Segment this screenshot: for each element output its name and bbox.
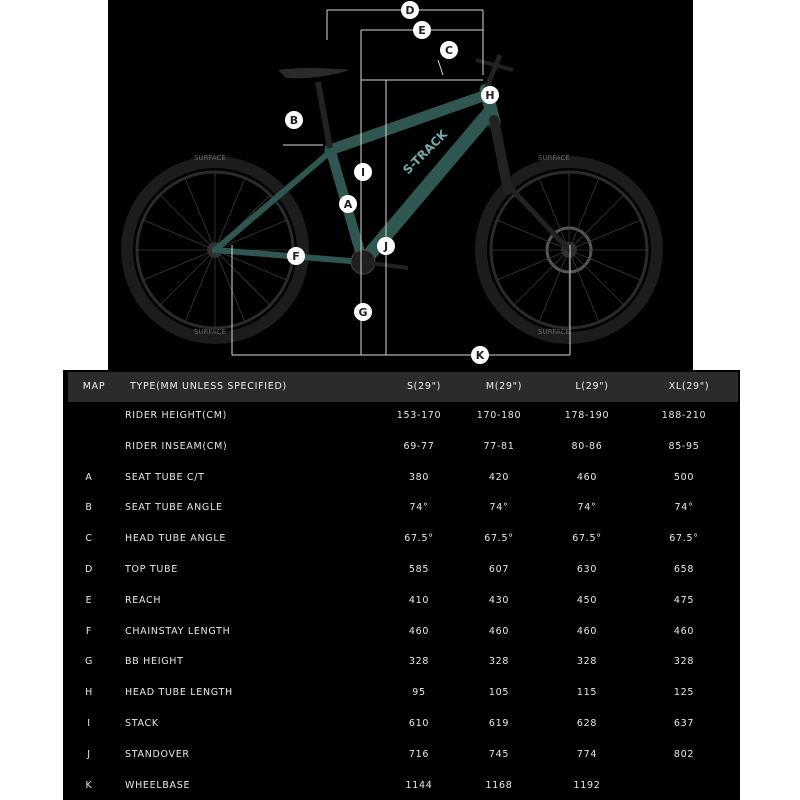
table-cell-type: REACH <box>125 594 162 606</box>
label-badge-i <box>354 163 372 181</box>
header-size-s: S(29") <box>406 381 442 392</box>
table-cell-m: 420 <box>488 471 510 483</box>
geometry-table <box>63 370 740 800</box>
svg-text:A: A <box>343 198 353 211</box>
table-cell-map: A <box>85 471 93 483</box>
label-badge-f <box>287 247 305 265</box>
header-size-l: L(29") <box>575 381 609 392</box>
table-cell-type: TOP TUBE <box>125 564 178 575</box>
table-cell-l: 630 <box>576 564 598 575</box>
header-map: MAP <box>82 381 106 392</box>
table-cell-xl: 125 <box>673 687 695 699</box>
table-cell-xl: 74° <box>674 502 694 514</box>
svg-text:D: D <box>405 4 415 17</box>
table-cell-s: 67.5° <box>404 533 434 545</box>
label-badge-g <box>354 303 372 321</box>
table-cell-type: BB HEIGHT <box>125 656 184 668</box>
stem <box>486 55 500 90</box>
tire-brand-text: SURFACE <box>194 154 226 162</box>
table-cell-m: 77-81 <box>483 440 515 452</box>
frame-brand-text: S-TRACK <box>400 127 451 178</box>
table-cell-l: 178-190 <box>564 410 610 421</box>
table-cell-type: CHAINSTAY LENGTH <box>125 625 231 637</box>
table-cell-s: 69-77 <box>403 440 435 452</box>
table-cell-map: F <box>85 625 93 637</box>
table-cell-map: B <box>85 502 93 514</box>
table-cell-map: E <box>85 594 93 606</box>
table-cell-l: 1192 <box>573 779 601 791</box>
svg-text:F: F <box>292 250 300 263</box>
table-cell-xl: 67.5° <box>669 533 699 545</box>
table-cell-s: 380 <box>408 471 430 483</box>
table-cell-xl: 328 <box>673 656 695 668</box>
table-cell-m: 170-180 <box>476 410 522 421</box>
table-cell-m: 607 <box>488 564 510 575</box>
table-cell-map: I <box>87 718 91 729</box>
table-cell-m: 430 <box>488 594 510 606</box>
table-cell-m: 67.5° <box>484 533 514 545</box>
table-cell-map: G <box>84 656 94 668</box>
table-cell-s: 410 <box>408 594 430 606</box>
table-cell-l: 328 <box>576 656 598 668</box>
tire-brand-text: SURFACE <box>194 328 226 336</box>
label-badge-a <box>339 195 357 213</box>
label-badge-k <box>471 346 489 364</box>
table-cell-xl: 500 <box>673 471 695 483</box>
table-cell-m: 745 <box>488 748 510 760</box>
table-cell-m: 74° <box>489 502 509 514</box>
table-cell-type: WHEELBASE <box>125 779 191 791</box>
svg-text:B: B <box>289 114 299 127</box>
table-cell-type: STACK <box>125 718 159 729</box>
header-size-m: M(29") <box>485 381 523 392</box>
table-cell-m: 328 <box>488 656 510 668</box>
table-cell-type: RIDER HEIGHT(CM) <box>125 410 228 421</box>
table-cell-map: J <box>87 748 91 760</box>
table-cell-type: SEAT TUBE C/T <box>125 471 205 483</box>
table-cell-l: 80-86 <box>571 440 603 452</box>
table-cell-s: 716 <box>408 748 430 760</box>
table-header <box>68 372 738 402</box>
table-cell-xl: 802 <box>673 748 695 760</box>
table-cell-xl: 460 <box>673 625 695 637</box>
table-cell-l: 628 <box>576 718 598 729</box>
table-cell-s: 460 <box>408 625 430 637</box>
table-cell-type: HEAD TUBE LENGTH <box>125 687 233 699</box>
table-cell-xl: 188-210 <box>661 410 707 421</box>
svg-text:E: E <box>418 24 426 37</box>
label-badge-d <box>401 1 419 19</box>
bike-geometry-diagram <box>108 0 693 370</box>
svg-text:I: I <box>360 166 366 179</box>
table-cell-type: RIDER INSEAM(CM) <box>125 440 228 452</box>
svg-text:J: J <box>383 240 389 253</box>
table-cell-l: 774 <box>576 748 598 760</box>
svg-text:G: G <box>358 306 368 319</box>
table-cell-m: 105 <box>488 687 510 699</box>
label-badge-b <box>285 111 303 129</box>
table-cell-map: H <box>85 687 93 699</box>
table-cell-xl: 658 <box>673 564 695 575</box>
seatpost <box>318 82 330 148</box>
svg-text:H: H <box>485 89 495 102</box>
table-cell-s: 328 <box>408 656 430 668</box>
label-badge-e <box>413 21 431 39</box>
table-cell-l: 67.5° <box>572 533 602 545</box>
label-badge-j <box>377 237 395 255</box>
table-cell-map: D <box>84 564 94 575</box>
table-cell-map: K <box>85 779 93 791</box>
table-cell-s: 95 <box>412 687 426 699</box>
table-cell-type: HEAD TUBE ANGLE <box>125 533 227 545</box>
table-cell-m: 1168 <box>485 779 513 791</box>
svg-text:K: K <box>475 349 485 362</box>
table-cell-s: 1144 <box>405 779 433 791</box>
tire-brand-text: SURFACE <box>538 328 570 336</box>
header-size-xl: XL(29") <box>668 381 710 392</box>
table-cell-m: 460 <box>488 625 510 637</box>
table-cell-s: 74° <box>409 502 429 514</box>
table-cell-xl: 475 <box>673 594 695 606</box>
table-cell-l: 74° <box>577 502 597 514</box>
table-cell-map: C <box>85 533 93 545</box>
table-cell-xl: 85-95 <box>668 440 700 452</box>
table-cell-type: SEAT TUBE ANGLE <box>125 502 223 514</box>
table-cell-l: 115 <box>576 687 598 699</box>
table-cell-s: 153-170 <box>396 410 442 421</box>
label-badge-c <box>440 41 458 59</box>
table-cell-s: 610 <box>408 718 430 729</box>
table-cell-m: 619 <box>488 718 510 729</box>
table-cell-s: 585 <box>408 564 430 575</box>
tire-brand-text: SURFACE <box>538 154 570 162</box>
header-type: TYPE(MM UNLESS SPECIFIED) <box>130 381 287 392</box>
table-cell-l: 460 <box>576 625 598 637</box>
table-cell-l: 450 <box>576 594 598 606</box>
bike-illustration <box>108 0 693 370</box>
table-cell-l: 460 <box>576 471 598 483</box>
saddle <box>278 68 350 78</box>
table-cell-xl: 637 <box>673 718 695 729</box>
svg-text:C: C <box>444 44 454 57</box>
label-badge-h <box>481 86 499 104</box>
table-cell-type: STANDOVER <box>125 748 190 760</box>
